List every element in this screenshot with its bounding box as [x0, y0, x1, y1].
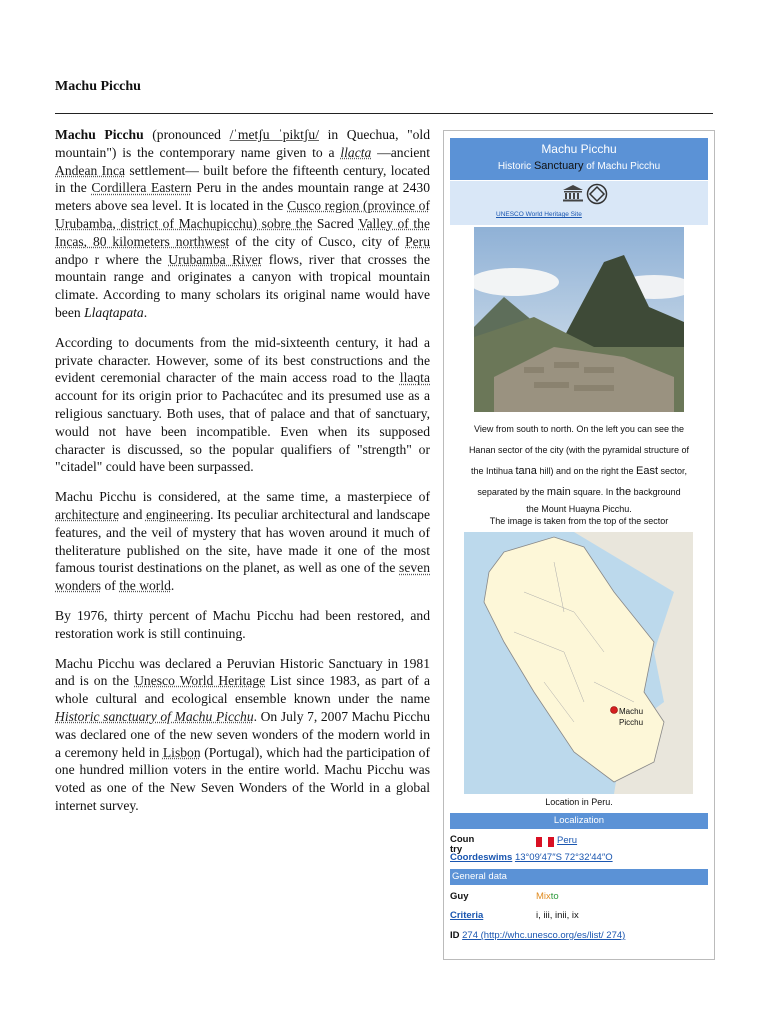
id-link[interactable]: 274 (http://whc.unesco.org/es/list/ 274) — [462, 930, 626, 941]
country-row: Coun try Peru — [450, 834, 578, 855]
link-architecture[interactable]: architecture — [55, 506, 120, 522]
document-title: Machu Picchu — [55, 79, 141, 94]
article-body — [55, 126, 430, 827]
paragraph-declaration: Machu Picchu was declared a Peruvian Historic Sanctuary in 1981 and is on the Unesco World Heritage List since 1983, as part of a whole cultural and ecological ensemble known under the name Historic sanctuary of Machu Picchu. On July 7, 2007 Machu Picchu was declared one of the new seven wonders of the modern world in a ceremony held in Lisbon (Portugal), which had the participation of one hundred million voters in the entire world. Machu Picchu was voted as one of the New Seven Wonders of the World in a global internet survey. — [55, 655, 430, 813]
map-marker-label: Machu Picchu — [619, 707, 644, 727]
coordinates-key[interactable]: Coordeswims — [450, 852, 513, 863]
machu-picchu-photo — [474, 227, 684, 412]
link-engineering[interactable]: engineering — [145, 506, 211, 522]
photo-caption: View from south to north. On the left you can see the Hanan sector of the city (with the pyramidal structure of the Intihua tana hill) and on the right the East sector, separated by the main square. In the background the Mount Huayna Picchu. The image is taken from the top of the sector — [468, 424, 690, 526]
link-llaqta[interactable]: llaqta — [399, 370, 430, 386]
coordinates-link[interactable]: 13°09′47″S 72°32′44″O — [514, 852, 613, 863]
bold-term: Machu Picchu — [55, 127, 144, 142]
flag-peru-icon — [536, 837, 554, 847]
paragraph-restoration: By 1976, thirty percent of Machu Picchu had been restored, and restoration work is still continuing. — [55, 607, 430, 641]
unesco-temple-icon — [562, 184, 584, 202]
location-marker — [611, 707, 618, 714]
link-peru[interactable]: Peru — [405, 233, 430, 249]
heritage-logos — [450, 181, 708, 225]
infobox-subtitle: Historic Sanctuary of Machu Picchu — [497, 160, 661, 172]
world-heritage-emblem-icon — [586, 183, 608, 205]
general-data-header: General data — [450, 869, 708, 885]
link-cusco-region[interactable]: Cusco region (province of Urubamba, district of Machupicchu) sobre the — [55, 198, 430, 231]
paragraph-masterpiece: Machu Picchu is considered, at the same time, a masterpiece of architecture and engineering. Its peculiar architectural and landscape features, and the veil of mystery that has woven around it much of theliterature published on the site, have made it one of the most famous tourist destinations on the planet, as well as one of the seven wonders of the world. — [55, 489, 430, 594]
peru-location-map — [464, 532, 693, 794]
link-seven-wonders[interactable]: seven wonders — [55, 560, 430, 594]
link-urubamba-river[interactable]: Urubamba River — [168, 251, 263, 267]
criteria-row: Criteria i, iii, inii, ix — [450, 910, 579, 921]
infobox-title: Machu Picchu — [541, 142, 617, 156]
guy-row: Guy Mixto — [450, 891, 559, 902]
country-link[interactable]: Peru — [557, 835, 578, 846]
id-row: ID 274 (http://whc.unesco.org/es/list/ 274) — [450, 930, 626, 941]
infobox — [443, 130, 715, 960]
paragraph-history: According to documents from the mid-sixteenth century, it had a private character. However, some of its best constructions and the evident ceremonial character of the main access road to the llaqta account for its origin prior to Pachacútec and its presumed use as a religious sanctuary. Both uses, that of palace and that of sanctuary, would not have been incompatible. Even when its supposed character is discussed, so the popular qualifiers of "strength" or "citadel" could have been surpassed. — [55, 334, 430, 475]
criteria-link[interactable]: Criteria — [450, 910, 484, 921]
pronunciation: /ˈmetʃu ˈpiktʃu/ — [229, 127, 319, 142]
title-divider — [55, 113, 713, 114]
paragraph-intro: Machu Picchu (pronounced /ˈmetʃu ˈpiktʃu/ in Quechua, "old mountain") is the contemporary name given to a llacta —ancient Andean Inca settlement— built before the fifteenth century, located in the Cordillera Eastern Peru in the andes mountain range at 2430 meters above sea level. It is located in the Cusco region (province of Urubamba, district of Machupicchu) sobre the Sacred Valley of the Incas, 80 kilometers northwest of the city of Cusco, city of Peru andpo r where the Urubamba River flows, river that crosses the mountain range and originates a canyon with tropical mountain climate. According to many scholars its original name would have been Llaqtapata. — [55, 127, 431, 320]
coordinates-row — [450, 852, 708, 863]
map-caption: Location in Peru. — [545, 797, 613, 807]
link-sacred-valley[interactable]: Valley of the Incas, 80 kilometers northwest — [55, 215, 430, 249]
link-andean-inca[interactable]: Andean Inca — [55, 162, 126, 178]
link-lisbon[interactable]: Lisbon — [162, 744, 201, 760]
infobox-header — [450, 138, 708, 180]
link-llacta[interactable]: llacta — [340, 144, 372, 160]
link-historic-sanctuary[interactable]: Historic sanctuary of Machu Picchu — [55, 708, 254, 724]
localization-header: Localization — [450, 813, 708, 829]
link-the-world[interactable]: the world — [119, 578, 171, 594]
unesco-link[interactable]: UNESCO World Heritage Site — [496, 211, 582, 218]
link-cordillera[interactable]: Cordillera Eastern — [91, 180, 192, 196]
link-unesco-heritage[interactable]: Unesco World Heritage — [134, 673, 266, 689]
